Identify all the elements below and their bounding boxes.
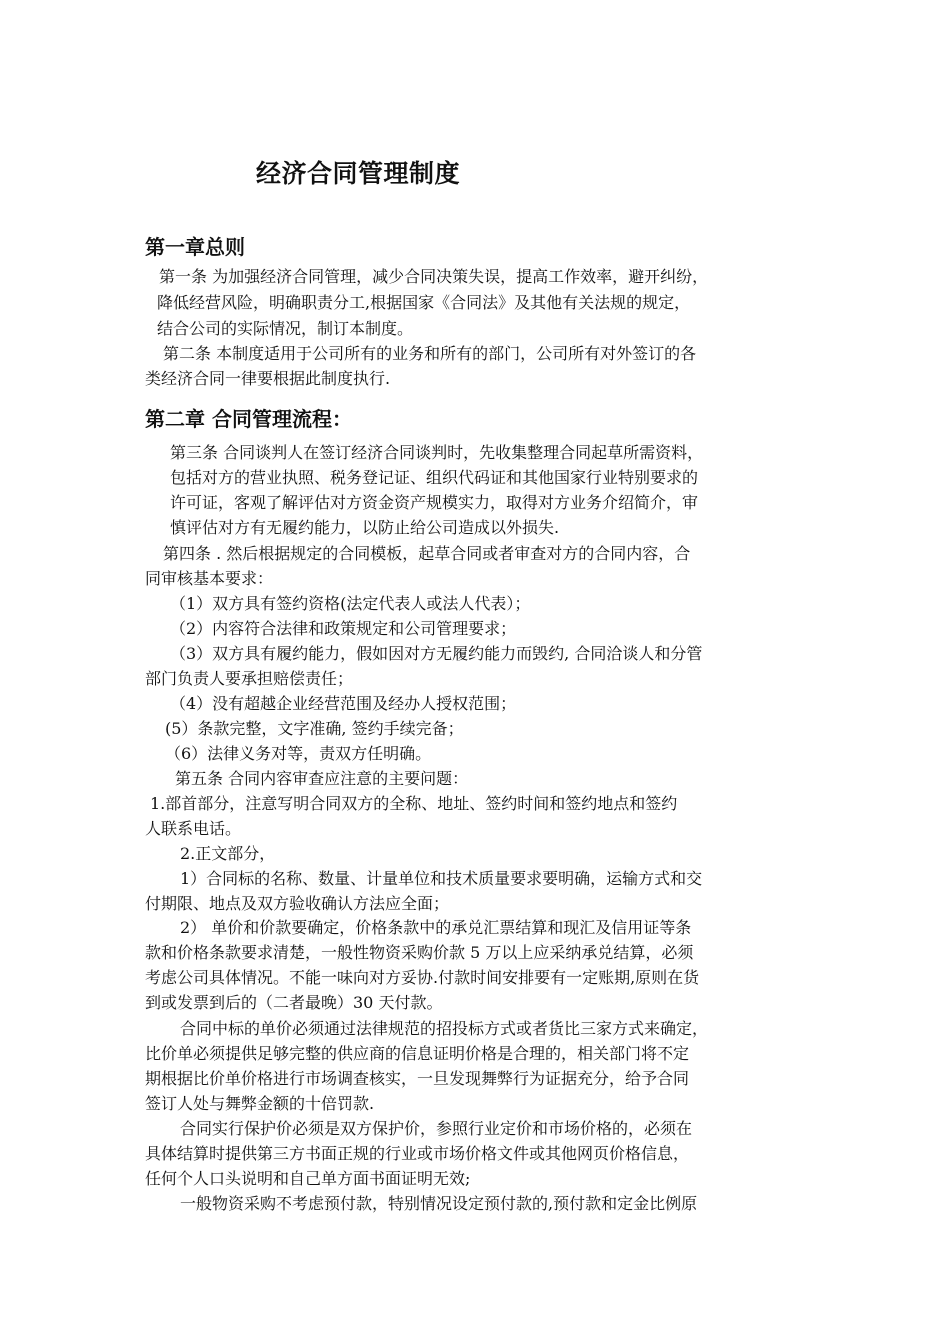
paragraph-line: 降低经营风险，明确职责分工,根据国家《合同法》及其他有关法规的规定， xyxy=(157,293,691,312)
paragraph-line: 2.正文部分， xyxy=(180,844,276,863)
paragraph-line: 类经济合同一律要根据此制度执行. xyxy=(145,369,391,388)
paragraph-line: 第一条 为加强经济合同管理，减少合同决策失误，提高工作效率，避开纠纷， xyxy=(159,267,709,286)
list-item: （4）没有超越企业经营范围及经办人授权范围； xyxy=(170,694,517,713)
paragraph-line: 比价单必须提供足够完整的供应商的信息证明价格是合理的，相关部门将不定 xyxy=(145,1044,690,1063)
paragraph-line: 具体结算时提供第三方书面正规的行业或市场价格文件或其他网页价格信息， xyxy=(145,1144,690,1163)
paragraph-line: 同审核基本要求： xyxy=(145,569,274,588)
paragraph-line: 第二条 本制度适用于公司所有的业务和所有的部门，公司所有对外签订的各 xyxy=(163,344,697,363)
paragraph-line: 许可证，客观了解评估对方资金资产规模实力，取得对方业务介绍简介，审 xyxy=(170,493,699,512)
paragraph-line: 第五条 合同内容审查应注意的主要问题： xyxy=(175,769,469,788)
paragraph-line: 第三条 合同谈判人在签订经济合同谈判时，先收集整理合同起草所需资料， xyxy=(170,443,704,462)
paragraph-line: 1.部首部分，注意写明合同双方的全称、地址、签约时间和签约地点和签约 xyxy=(150,794,678,813)
document-title: 经济合同管理制度 xyxy=(256,159,461,188)
list-item: （2）内容符合法律和政策规定和公司管理要求； xyxy=(170,619,517,638)
list-item: (5）条款完整，文字准确, 签约手续完备； xyxy=(165,719,464,738)
paragraph-line: 付期限、地点及双方验收确认方法应全面； xyxy=(145,894,450,913)
chapter-2-heading: 第二章 合同管理流程： xyxy=(145,407,352,431)
paragraph-line: 任何个人口头说明和自己单方面书面证明无效; xyxy=(145,1169,471,1188)
paragraph-line: 慎评估对方有无履约能力，以防止给公司造成以外损失. xyxy=(170,518,560,537)
paragraph-line: 考虑公司具体情况。不能一味向对方妥协.付款时间安排要有一定账期,原则在货 xyxy=(145,968,700,987)
paragraph-line: 人联系电话。 xyxy=(145,819,242,838)
paragraph-line: 包括对方的营业执照、税务登记证、组织代码证和其他国家行业特别要求的 xyxy=(170,468,699,487)
paragraph-line: 2） 单价和价款要确定，价格条款中的承兑汇票结算和现汇及信用证等条 xyxy=(180,918,692,937)
paragraph-line: 第四条 . 然后根据规定的合同模板，起草合同或者审查对方的合同内容，合 xyxy=(163,544,691,563)
list-item: （1）双方具有签约资格(法定代表人或法人代表）； xyxy=(170,594,531,613)
paragraph-line: 部门负责人要承担赔偿责任； xyxy=(145,669,354,688)
list-item: （3）双方具有履约能力，假如因对方无履约能力而毁约, 合同洽谈人和分管 xyxy=(170,644,703,663)
paragraph-line: 款和价格条款要求清楚，一般性物资采购价款 5 万以上应采纳承兑结算，必须 xyxy=(145,943,694,962)
paragraph-line: 结合公司的实际情况，制订本制度。 xyxy=(157,319,414,338)
paragraph-line: 到或发票到后的（二者最晚）30 天付款。 xyxy=(145,993,443,1012)
paragraph-line: 合同实行保护价必须是双方保护价，参照行业定价和市场价格的，必须在 xyxy=(180,1119,693,1138)
paragraph-line: 期根据比价单价格进行市场调查核实，一旦发现舞弊行为证据充分，给予合同 xyxy=(145,1069,690,1088)
paragraph-line: 签订人处与舞弊金额的十倍罚款. xyxy=(145,1094,375,1113)
list-item: （6）法律义务对等，责双方任明确。 xyxy=(165,744,432,763)
paragraph-line: 合同中标的单价必须通过法律规范的招投标方式或者货比三家方式来确定， xyxy=(180,1019,709,1038)
paragraph-line: 一般物资采购不考虑预付款，特别情况设定预付款的,预付款和定金比例原 xyxy=(180,1194,698,1213)
paragraph-line: 1）合同标的名称、数量、计量单位和技术质量要求要明确，运输方式和交 xyxy=(180,869,703,888)
chapter-1-heading: 第一章总则 xyxy=(145,235,245,259)
